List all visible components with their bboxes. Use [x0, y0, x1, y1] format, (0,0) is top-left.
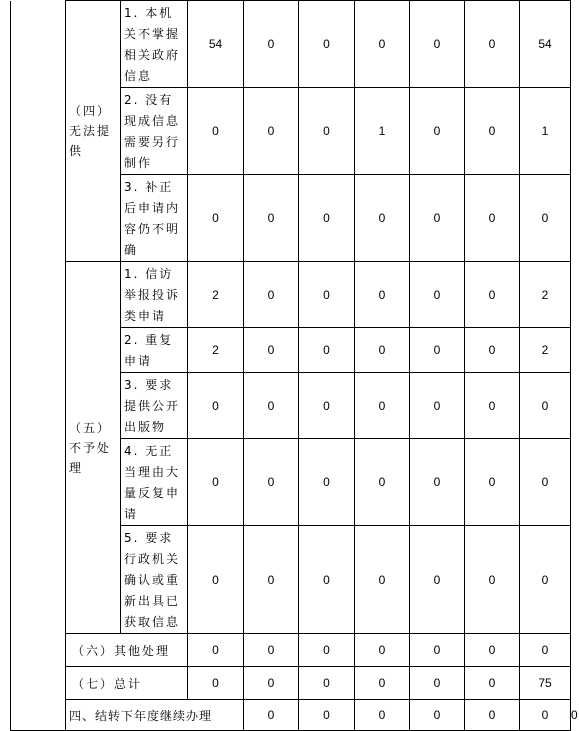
row-label: 四、结转下年度继续办理	[66, 700, 244, 731]
value-cell: 0	[355, 634, 410, 667]
value-cell: 2	[188, 328, 244, 373]
value-cell: 2	[188, 262, 244, 328]
value-cell: 0	[465, 439, 520, 526]
value-cell: 0	[410, 88, 465, 175]
value-cell: 0	[188, 526, 244, 634]
value-cell: 0	[299, 526, 355, 634]
sub-item-label: 1. 信访举报投诉类申请	[121, 262, 188, 328]
value-cell: 0	[465, 526, 520, 634]
sub-item-label: 5. 要求行政机关确认或重新出具已获取信息	[121, 526, 188, 634]
value-cell: 0	[410, 373, 465, 439]
value-cell: 0	[355, 262, 410, 328]
value-cell: 0	[299, 175, 355, 262]
value-cell: 0	[410, 328, 465, 373]
value-cell: 0	[465, 634, 520, 667]
value-cell: 1	[355, 88, 410, 175]
value-cell: 0	[244, 1, 299, 88]
value-cell: 0	[188, 634, 244, 667]
sub-item-label: 2. 没有现成信息需要另行制作	[121, 88, 188, 175]
value-cell: 0	[465, 1, 520, 88]
table-body	[11, 1, 578, 731]
value-cell: 0	[410, 439, 465, 526]
value-cell: 0	[299, 700, 355, 731]
blank-cell	[11, 1, 66, 731]
value-cell: 0	[188, 88, 244, 175]
group-label-iv: （四）无法提供	[66, 1, 121, 262]
value-cell: 0	[520, 439, 571, 526]
value-cell: 0	[410, 262, 465, 328]
value-cell: 0	[188, 439, 244, 526]
value-cell: 0	[410, 700, 465, 731]
value-cell: 0	[188, 373, 244, 439]
value-cell: 0	[465, 175, 520, 262]
value-cell: 0	[355, 373, 410, 439]
value-cell: 54	[520, 1, 571, 88]
value-cell: 0	[244, 88, 299, 175]
value-cell: 0	[410, 1, 465, 88]
sub-item-label: 4. 无正当理由大量反复申请	[121, 439, 188, 526]
value-cell: 0	[465, 262, 520, 328]
value-cell: 0	[355, 667, 410, 700]
value-cell: 0	[465, 700, 520, 731]
value-cell: 0	[465, 667, 520, 700]
value-cell: 0	[299, 328, 355, 373]
value-cell: 0	[355, 1, 410, 88]
statistics-table	[10, 0, 578, 731]
value-cell: 0	[188, 175, 244, 262]
value-cell: 0	[299, 439, 355, 526]
table-row	[11, 634, 571, 667]
row-label: （七）总计	[66, 667, 188, 700]
table-row	[11, 262, 571, 328]
group-label-v: （五）不予处理	[66, 262, 121, 634]
value-cell: 2	[520, 328, 571, 373]
value-cell: 0	[299, 634, 355, 667]
sub-item-label: 1. 本机关不掌握相关政府信息	[121, 1, 188, 88]
value-cell: 0	[355, 328, 410, 373]
value-cell: 0	[355, 175, 410, 262]
value-cell: 0	[410, 526, 465, 634]
value-cell: 0	[244, 700, 299, 731]
value-cell: 0	[244, 373, 299, 439]
value-cell: 0	[520, 634, 571, 667]
value-cell: 0	[410, 634, 465, 667]
value-cell: 0	[188, 667, 244, 700]
value-cell: 75	[520, 667, 571, 700]
value-cell: 1	[520, 88, 571, 175]
table-row	[11, 667, 571, 700]
value-cell: 0	[244, 634, 299, 667]
value-cell: 0	[244, 667, 299, 700]
value-cell: 0	[299, 373, 355, 439]
value-cell: 0	[410, 175, 465, 262]
row-label: （六）其他处理	[66, 634, 188, 667]
value-cell: 0	[244, 175, 299, 262]
value-cell: 54	[188, 1, 244, 88]
value-cell: 0	[465, 328, 520, 373]
sub-item-label: 3. 要求提供公开出版物	[121, 373, 188, 439]
sub-item-label: 3. 补正后申请内容仍不明确	[121, 175, 188, 262]
value-cell: 0	[410, 667, 465, 700]
value-cell: 0	[299, 262, 355, 328]
value-cell: 2	[520, 262, 571, 328]
value-cell: 0	[520, 700, 571, 731]
value-cell: 0	[355, 439, 410, 526]
value-cell: 0	[355, 526, 410, 634]
value-cell: 0	[355, 700, 410, 731]
table-row: 四、结转下年度继续办理 0 0 0 0 0 0 0	[11, 700, 571, 731]
table-row	[11, 1, 571, 88]
value-cell: 0	[299, 667, 355, 700]
sub-item-label: 2. 重复申请	[121, 328, 188, 373]
value-cell: 0	[520, 175, 571, 262]
value-cell: 0	[465, 88, 520, 175]
value-cell: 0	[520, 526, 571, 634]
value-cell: 0	[299, 88, 355, 175]
value-cell: 0	[244, 328, 299, 373]
value-cell: 0	[465, 373, 520, 439]
value-cell: 0	[244, 526, 299, 634]
value-cell: 0	[244, 439, 299, 526]
value-cell: 0	[244, 262, 299, 328]
value-cell: 0	[299, 1, 355, 88]
value-cell: 0	[520, 373, 571, 439]
